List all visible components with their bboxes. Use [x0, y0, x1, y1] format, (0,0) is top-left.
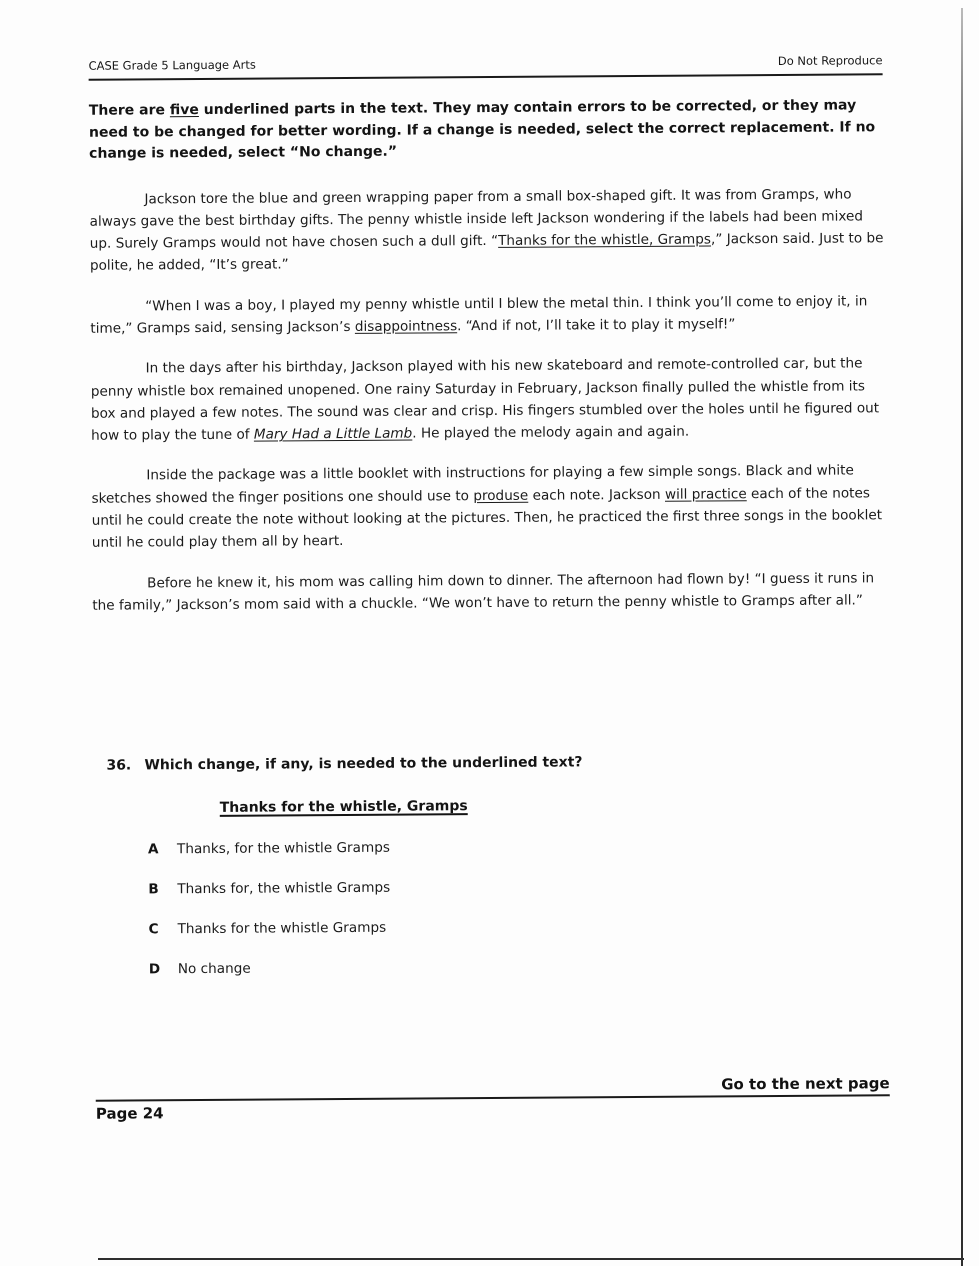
passage-paragraph-4: [91, 460, 886, 555]
underlined-part-3: Mary Had a Little Lamb: [253, 425, 413, 443]
passage-text: Before he knew it, his mom was calling him down to dinner. The afternoon had flown by! “I guess it runs in the family,” Jackson’s mom said with a chuckle. “We won’t have to return the penny whistle to Gramps after all.”: [92, 569, 875, 614]
passage-text: Jackson tore the blue and green wrapping paper from a small box-shaped gift. It was from Gramps, who always gave the best birthday gifts. The penny whistle inside left Jackson wondering if the labels had been mixed up. Surely Gramps would not have chosen such a dull gift. “: [89, 185, 864, 252]
answer-option-a: [148, 833, 888, 860]
option-text: Thanks for, the whistle Gramps: [177, 879, 391, 898]
question-underlined-text: Thanks for the whistle, Gramps: [219, 798, 468, 817]
page-number: Page 24: [95, 1104, 164, 1124]
question-36: [93, 749, 889, 981]
option-letter: A: [147, 841, 159, 858]
reading-passage: [89, 183, 886, 617]
instructions-text: underlined parts in the text. They may contain errors to be corrected, or they may need to be changed for better wording. If a change is needed, select the correct replacement. If no change is needed, select “No change.”: [88, 97, 876, 162]
option-letter: B: [148, 881, 159, 898]
option-text: Thanks for the whistle Gramps: [177, 919, 387, 938]
instructions-text: There are: [88, 102, 170, 119]
passage-text: ,” Jackson said. Just to be polite, he added, “It’s great.”: [89, 230, 884, 275]
scan-edge-bottom: [98, 1258, 964, 1260]
question-underlined-text-row: [220, 792, 888, 816]
next-page-label: Go to the next page: [721, 1074, 890, 1094]
option-text: Thanks, for the whistle Gramps: [176, 839, 390, 858]
passage-text: “When I was a boy, I played my penny whistle until I blew the metal thin. I think you’ll come to enjoy it, in time,” Gramps said, sensing Jackson’s: [90, 293, 868, 337]
passage-paragraph-1: [89, 183, 884, 278]
question-number: 36.: [106, 757, 132, 774]
header-notice: Do Not Reproduce: [777, 53, 883, 68]
answer-option-d: [149, 953, 889, 980]
passage-text: . He played the melody again and again.: [412, 423, 690, 442]
answer-option-c: [148, 913, 888, 940]
underlined-part-4: produse: [473, 487, 529, 504]
underlined-part-2: disappointness: [354, 318, 458, 335]
header-rule: [89, 73, 883, 81]
answer-option-b: [148, 873, 888, 900]
header-course-label: CASE Grade 5 Language Arts: [88, 57, 256, 73]
instructions: [89, 95, 883, 165]
passage-paragraph-3: [91, 353, 886, 448]
passage-text: Inside the package was a little booklet with instructions for playing a few simple songs. Black and white sketches showed the finger positions one should use to: [91, 462, 854, 507]
option-letter: C: [148, 921, 159, 938]
question-stem-row: [106, 749, 887, 776]
footer-page-row: [96, 1098, 890, 1124]
option-letter: D: [148, 961, 161, 978]
passage-paragraph-2: [90, 290, 884, 340]
passage-text: each of the notes until he could create the note without looking at the pictures. Then, he practiced the first three songs in the booklet until he could play them all by heart.: [91, 485, 883, 552]
passage-text: each note. Jackson: [528, 486, 666, 504]
passage-text: . “And if not, I’ll take it to play it myself!”: [457, 316, 736, 335]
page-header: [88, 53, 882, 74]
page-footer: [96, 1073, 890, 1124]
scan-edge-right: [961, 8, 963, 1266]
question-stem: Which change, if any, is needed to the underlined text?: [144, 754, 583, 774]
passage-paragraph-5: [92, 567, 886, 617]
instructions-underlined-word: five: [169, 102, 199, 119]
underlined-part-5: will practice: [664, 485, 747, 503]
passage-text: In the days after his birthday, Jackson played with his new skateboard and remote-controlled car, but the penny whistle box remained unopened. One rainy Saturday in February, Jackson finally pulled the whistle from its box and played a few notes. The sound was clear and crisp. His fingers stumbled over the holes until he figured out how to play the tune of: [90, 355, 880, 444]
option-text: No change: [177, 960, 251, 978]
answer-options: [148, 833, 889, 980]
underlined-part-1: Thanks for the whistle, Gramps: [498, 231, 712, 250]
